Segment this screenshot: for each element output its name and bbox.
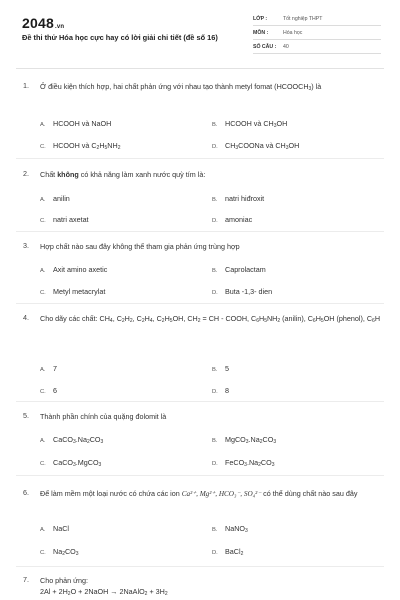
option-a[interactable]: A. $CaCO_3.Na_2CO_3$ [40,435,104,445]
header-divider [16,68,384,69]
option-c[interactable]: C. Metyl metacrylat [40,287,106,296]
meta-subject-value: Hóa học [283,30,303,36]
option-c[interactable]: C. HCOOH và $C_2H_5NH_2$ [40,141,121,151]
question-number: 6. [23,488,29,497]
option-a[interactable]: A. NaCl [40,524,69,533]
option-c[interactable]: C. 6 [40,386,57,395]
option-d[interactable]: D. $FeCO_3.Na_2CO_3$ [212,458,275,468]
option-c[interactable]: C. natri axetat [40,215,89,224]
question-divider [16,158,384,159]
option-d[interactable]: D. $CH_3COONa$ và $CH_3OH$ [212,141,300,151]
question-stem: Cho phản ứng: [40,576,88,585]
option-d[interactable]: D. 8 [212,386,229,395]
question-stem: Cho dãy các chất: $CH_4$, $C_2H_2$, $C_2H_4$, $C_2H_5OH$, $CH_2$ = CH - COOH, $C_6H_5NH_2$ (anilin), $C_6H_5OH$ (phenol), $C_6H$ [40,314,381,324]
question-stem: Ở điều kiện thích hợp, hai chất phản ứng với nhau tạo thành metyl fomat $(HCOOCH_3)$ là [40,82,322,92]
logo-suffix: .vn [54,24,65,30]
site-logo[interactable] [22,15,64,31]
option-d[interactable]: D. amoniac [212,215,253,224]
option-b[interactable]: B. 5 [212,364,229,373]
question-stem: Hợp chất nào sau đây không thể tham gia phản ứng trùng hợp [40,242,240,251]
option-b[interactable]: B. $MgCO_3.Na_2CO_3$ [212,435,277,445]
meta-count-row [253,42,381,54]
meta-count-label: SỐ CÂU : [253,44,277,50]
meta-count-value: 40 [283,44,289,50]
question-number: 2. [23,169,29,178]
meta-class-label: LỚP : [253,16,268,22]
option-b[interactable]: B. natri hiđroxit [212,194,265,203]
meta-class-value: Tốt nghiệp THPT [283,16,323,22]
question-divider [16,231,384,232]
option-a[interactable]: A. anilin [40,194,70,203]
option-a[interactable]: A. HCOOH và NaOH [40,119,112,128]
option-b[interactable]: B. Caprolactam [212,265,266,274]
meta-class-row [253,14,381,26]
option-c[interactable]: C. $Na_2CO_3$ [40,547,79,557]
question-divider [16,475,384,476]
option-d[interactable]: D. BaCl$_2$ [212,547,244,557]
question-stem: Chất không có khả năng làm xanh nước quỳ tím là: [40,170,206,179]
question-divider [16,401,384,402]
question-number: 3. [23,241,29,250]
question-stem: Thành phần chính của quặng đolomit là [40,412,167,421]
option-c[interactable]: C. CaCO$_3$.MgCO$_3$ [40,458,102,468]
question-divider [16,303,384,304]
question-number: 4. [23,313,29,322]
question-divider [16,566,384,567]
reaction-equation: $2Al + 2H_2O$ + 2NaOH → 2NaAlO$_2$ + $3H_2$ [40,587,168,597]
question-number: 1. [23,81,29,90]
question-stem: Để làm mềm một loại nước có chứa các ion Ca²⁺, Mg²⁺, HCO₃⁻, SO₄²⁻ có thể dùng chất nào sau đây [40,489,358,498]
option-b[interactable]: B. HCOOH và $CH_3OH$ [212,119,288,129]
document-header [0,0,400,62]
meta-subject-row [253,28,381,40]
meta-subject-label: MÔN : [253,30,269,36]
exam-title: Đề thi thử Hóa học cực hay có lời giải chi tiết (đề số 16) [22,33,218,42]
option-b[interactable]: B. NaNO$_3$ [212,524,248,534]
option-a[interactable]: A. Axit amino axetic [40,265,108,274]
option-a[interactable]: A. 7 [40,364,57,373]
question-number: 7. [23,575,29,584]
logo-text: 2048 [22,15,54,31]
question-number: 5. [23,411,29,420]
ion-list: Ca²⁺, Mg²⁺, HCO₃⁻, SO₄²⁻ [181,490,262,498]
option-d[interactable]: D. Buta -1,3- dien [212,287,273,296]
